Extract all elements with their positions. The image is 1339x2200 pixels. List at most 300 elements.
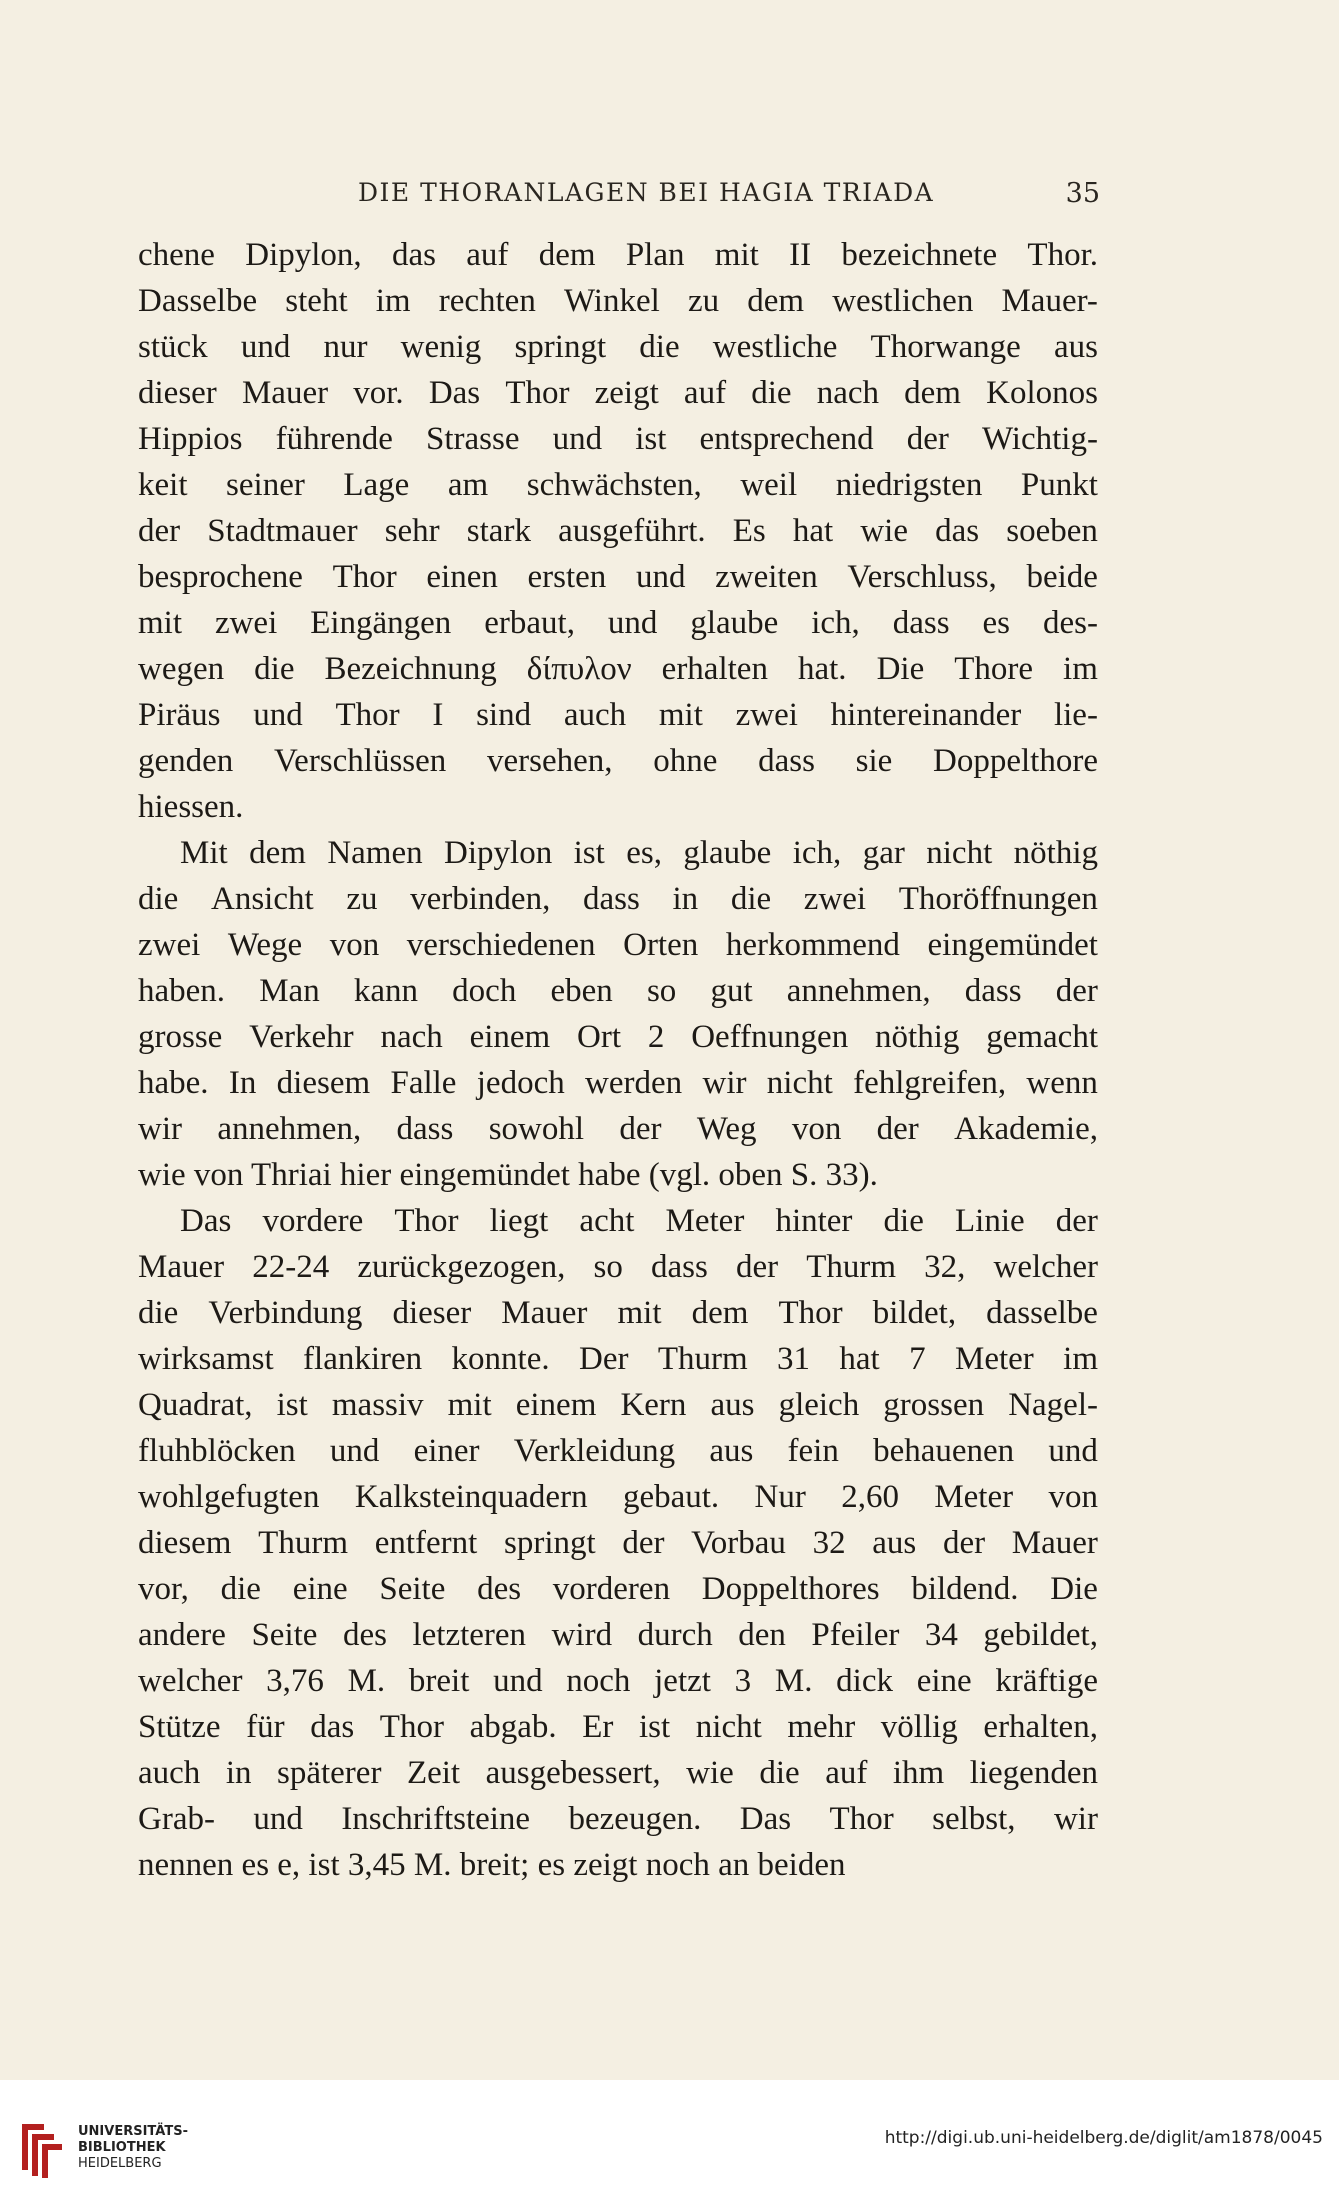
word: Mauer (241, 375, 329, 411)
word: Dasselbe (138, 283, 258, 319)
word: Mauer (1011, 1525, 1098, 1561)
word: jedoch (476, 1065, 565, 1101)
word: chene (138, 237, 215, 273)
word: fehlgreifen, (853, 1065, 1007, 1101)
word: des (342, 1617, 387, 1653)
word: dieser (392, 1295, 472, 1331)
word: Meter (665, 1203, 745, 1239)
word: zwei (735, 697, 798, 733)
text-line (138, 554, 1098, 600)
word: konnte. (451, 1341, 550, 1377)
word: gleich (778, 1387, 860, 1423)
word: 3,76 (266, 1663, 324, 1699)
word: wenn (1026, 1065, 1098, 1101)
word: Kalksteinquadern (354, 1479, 588, 1515)
word: eine (292, 1571, 348, 1607)
word: hat (792, 513, 834, 549)
word: dick (836, 1663, 893, 1699)
text-line (138, 738, 1098, 784)
word: nach (380, 1019, 443, 1055)
word: stück (138, 329, 208, 365)
word: wegen (138, 651, 225, 687)
word: Weg (696, 1111, 757, 1147)
word: sind (476, 697, 532, 733)
body-text (138, 232, 1098, 1888)
word: einer (413, 1433, 480, 1469)
word: Ansicht (210, 881, 314, 917)
word: I (432, 697, 444, 733)
word: zu (687, 283, 720, 319)
word: das (935, 513, 980, 549)
word: der (876, 1111, 919, 1147)
word: Kern (620, 1387, 687, 1423)
text-line (138, 1658, 1098, 1704)
word: Quadrat, (138, 1387, 253, 1423)
word: vor. (353, 375, 404, 411)
word: die (220, 1571, 261, 1607)
word: von (329, 927, 380, 963)
text-line (138, 1290, 1098, 1336)
word: durch (637, 1617, 713, 1653)
word: der (942, 1525, 986, 1561)
word: Mauer- (1001, 283, 1098, 319)
word: nicht (766, 1065, 833, 1101)
word: gebaut. (622, 1479, 720, 1515)
word: schwächsten, (526, 467, 702, 503)
word: ist (638, 1709, 671, 1745)
word: mit (617, 1295, 662, 1331)
word: und (635, 559, 686, 595)
word: Akademie, (954, 1111, 1098, 1147)
word: Stütze (138, 1709, 221, 1745)
word: hat (839, 1341, 880, 1377)
word: vordere (262, 1203, 364, 1239)
word: mit (658, 697, 703, 733)
word: die (759, 1755, 800, 1791)
text-line (138, 1106, 1098, 1152)
word: nicht (926, 835, 993, 871)
word: mit (714, 237, 759, 273)
text-line (138, 416, 1098, 462)
word: dass (582, 881, 640, 917)
word: liegt (489, 1203, 549, 1239)
word: niedrigsten (835, 467, 983, 503)
word: grossen (883, 1387, 985, 1423)
word: fein (787, 1433, 839, 1469)
word: Strasse (426, 421, 520, 457)
word: so (593, 1249, 623, 1285)
word: dem (691, 1295, 749, 1331)
word: mit (138, 605, 183, 641)
word: und (552, 421, 603, 457)
word: 32, (924, 1249, 966, 1285)
text-line (138, 922, 1098, 968)
word: glaube (683, 835, 772, 871)
word: abgab. (469, 1709, 557, 1745)
word: sowohl (488, 1111, 585, 1147)
word: dass (758, 743, 815, 779)
word: nur (323, 329, 368, 365)
word: 3 (734, 1663, 752, 1699)
word: entfernt (374, 1525, 478, 1561)
word: westlichen (832, 283, 974, 319)
word: Thurm (657, 1341, 748, 1377)
word: Seite (379, 1571, 446, 1607)
word: 31 (777, 1341, 811, 1377)
word: und (1048, 1433, 1098, 1469)
word: doch (452, 973, 517, 1009)
word: dem (249, 835, 306, 871)
word: vorderen (552, 1571, 671, 1607)
word: werden (585, 1065, 683, 1101)
word: welcher (993, 1249, 1098, 1285)
word: Grab- (138, 1801, 215, 1837)
word: dasselbe (986, 1295, 1098, 1331)
word: zwei (138, 927, 201, 963)
word: der (138, 513, 181, 549)
word: M. (347, 1663, 386, 1699)
word: Man (259, 973, 320, 1009)
word: der (1055, 973, 1098, 1009)
word: in (672, 881, 699, 917)
word: letzteren (412, 1617, 527, 1653)
word: Ort (577, 1019, 622, 1055)
word: habe. (138, 1065, 209, 1101)
word: versehen, (487, 743, 613, 779)
word: Nagel- (1008, 1387, 1098, 1423)
text-line: nennen es e, ist 3,45 M. breit; es zeigt noch an beiden (138, 1847, 846, 1883)
word: haben. (138, 973, 226, 1009)
word: zwei (803, 881, 867, 917)
text-line (138, 370, 1098, 416)
text-line (138, 1566, 1098, 1612)
word: dass (650, 1249, 708, 1285)
word: zu (346, 881, 378, 917)
word: Linie (955, 1203, 1025, 1239)
text-line (138, 692, 1098, 738)
word: Der (578, 1341, 629, 1377)
word: Falle (390, 1065, 457, 1101)
word: wenig (400, 329, 482, 365)
word: Er (582, 1709, 614, 1745)
word: von (1048, 1479, 1098, 1515)
word: Kolonos (986, 375, 1098, 411)
word: diesem (138, 1525, 232, 1561)
word: wir (138, 1111, 182, 1147)
word: Verkleidung (513, 1433, 676, 1469)
word: die (751, 375, 792, 411)
word: grosse (138, 1019, 223, 1055)
word: am (447, 467, 489, 503)
word: ausgebessert, (485, 1755, 661, 1791)
word: Wichtig- (981, 421, 1098, 457)
word: westliche (712, 329, 838, 365)
word: Dipylon (444, 835, 553, 871)
word: annehmen, (217, 1111, 362, 1147)
text-line (138, 462, 1098, 508)
word: die (883, 1203, 924, 1239)
text-line (138, 1336, 1098, 1382)
word: fluhblöcken (138, 1433, 296, 1469)
word: besprochene (138, 559, 303, 595)
word: Mit (180, 835, 228, 871)
word: Thoröffnungen (898, 881, 1098, 917)
word: gemacht (986, 1019, 1098, 1055)
word: jetzt (654, 1663, 711, 1699)
text-line (138, 1428, 1098, 1474)
word: springt (514, 329, 607, 365)
word: mit (447, 1387, 492, 1423)
text-line (138, 1796, 1098, 1842)
word: ausgeführt. (558, 513, 706, 549)
word: Thor (335, 697, 400, 733)
word: 2,60 (841, 1479, 899, 1515)
word: δίπυλον (526, 651, 632, 687)
word: Plan (625, 237, 685, 273)
word: Das (739, 1801, 792, 1837)
text-line (138, 1060, 1098, 1106)
word: den (738, 1617, 786, 1653)
word: dieser (138, 375, 217, 411)
word: gut (710, 973, 753, 1009)
word: noch (566, 1663, 631, 1699)
word: in (225, 1755, 252, 1791)
word: Thurm (806, 1249, 897, 1285)
word: In (228, 1065, 257, 1101)
word: späterer (277, 1755, 382, 1791)
word: Pfeiler (811, 1617, 900, 1653)
text-line (138, 646, 1098, 692)
word: sie (855, 743, 893, 779)
word: einen (426, 559, 498, 595)
word: ist (276, 1387, 308, 1423)
word: bezeugen. (568, 1801, 702, 1837)
word: der (619, 1111, 662, 1147)
word: Namen (327, 835, 423, 871)
word: Thor (505, 375, 570, 411)
word: Inschriftsteine (341, 1801, 531, 1837)
word: der (735, 1249, 779, 1285)
library-name-line: HEIDELBERG (78, 2156, 162, 2171)
word: hat. (797, 651, 847, 687)
word: auch (138, 1755, 201, 1791)
word: steht (285, 283, 348, 319)
text-line (138, 324, 1098, 370)
word: eingemündet (927, 927, 1098, 963)
text-line (138, 278, 1098, 324)
word: keit (138, 467, 188, 503)
word: die (730, 881, 772, 917)
word: die (254, 651, 295, 687)
word: Hippios (138, 421, 243, 457)
word: es, (626, 835, 662, 871)
text-line (138, 1520, 1098, 1566)
university-library-logo-icon (14, 2120, 66, 2180)
word: II (789, 237, 812, 273)
word: Winkel (563, 283, 660, 319)
word: so (646, 973, 677, 1009)
word: Es (732, 513, 766, 549)
word: eben (550, 973, 613, 1009)
word: Thor (332, 559, 397, 595)
text-line (138, 1474, 1098, 1520)
word: 22-24 (252, 1249, 330, 1285)
word: Orten (623, 927, 699, 963)
word: aus (1053, 329, 1098, 365)
word: Meter (934, 1479, 1014, 1515)
word: im (1063, 1341, 1098, 1377)
word: aus (872, 1525, 917, 1561)
word: eine (916, 1663, 972, 1699)
word: es (982, 605, 1011, 641)
word: stark (466, 513, 531, 549)
word: Vorbau (691, 1525, 786, 1561)
word: die (138, 1295, 179, 1331)
word: M. (774, 1663, 813, 1699)
word: Bezeichnung (324, 651, 497, 687)
word: Dipylon, (245, 237, 362, 273)
word: der (906, 421, 949, 457)
word: sehr (384, 513, 440, 549)
word: dass (892, 605, 950, 641)
word: wir (702, 1065, 747, 1101)
word: im (1063, 651, 1098, 687)
word: Die (876, 651, 925, 687)
word: hintereinander (830, 697, 1022, 733)
word: ihm (892, 1755, 945, 1791)
word: liegenden (969, 1755, 1098, 1791)
word: Wege (227, 927, 303, 963)
word: herkommend (725, 927, 900, 963)
word: Thor (394, 1203, 459, 1239)
word: Verbindung (208, 1295, 363, 1331)
text-line (138, 1198, 1098, 1244)
word: verschiedenen (406, 927, 596, 963)
word: beide (1026, 559, 1098, 595)
word: dem (904, 375, 961, 411)
word: Piräus (138, 697, 221, 733)
word: hinter (775, 1203, 853, 1239)
word: Verkehr (249, 1019, 354, 1055)
word: dass (964, 973, 1022, 1009)
text-line (138, 1244, 1098, 1290)
word: Lage (343, 467, 410, 503)
text-line (138, 1382, 1098, 1428)
word: Verschlüssen (274, 743, 447, 779)
word: springt (503, 1525, 596, 1561)
text-line: hiessen. (138, 789, 244, 825)
word: zwei (214, 605, 278, 641)
text-line (138, 1750, 1098, 1796)
word: aus (710, 1387, 755, 1423)
word: Verschluss, (847, 559, 997, 595)
word: Stadtmauer (207, 513, 358, 549)
word: der (1055, 1203, 1098, 1239)
word: Mauer (501, 1295, 588, 1331)
word: breit (408, 1663, 470, 1699)
word: Punkt (1020, 467, 1098, 503)
footer (0, 2080, 1339, 2200)
word: bezeichnete (841, 237, 998, 273)
word: nöthig (875, 1019, 960, 1055)
word: wohlgefugten (138, 1479, 320, 1515)
text-line (138, 1612, 1098, 1658)
word: einem (469, 1019, 551, 1055)
word: acht (579, 1203, 635, 1239)
text-line (138, 600, 1098, 646)
word: diesem (276, 1065, 371, 1101)
word: seiner (226, 467, 305, 503)
word: behauenen (873, 1433, 1015, 1469)
word: der (622, 1525, 665, 1561)
text-line: wie von Thriai hier eingemündet habe (vgl. oben S. 33). (138, 1157, 878, 1193)
text-line (138, 1704, 1098, 1750)
word: nach (816, 375, 879, 411)
word: dem (747, 283, 805, 319)
word: das (391, 237, 436, 273)
word: aus (709, 1433, 754, 1469)
text-line (138, 508, 1098, 554)
word: Thore (954, 651, 1034, 687)
library-name-line: UNIVERSITÄTS- (78, 2124, 188, 2139)
word: zweiten (715, 559, 818, 595)
word: Zeit (406, 1755, 461, 1791)
word: Seite (251, 1617, 318, 1653)
library-name-line: BIBLIOTHEK (78, 2140, 166, 2155)
word: lie- (1053, 697, 1098, 733)
word: weil (740, 467, 798, 503)
word: Doppelthore (933, 743, 1098, 779)
word: erhalten (661, 651, 768, 687)
word: von (791, 1111, 842, 1147)
word: dass (396, 1111, 454, 1147)
word: und (329, 1433, 380, 1469)
page-header (130, 178, 1100, 218)
word: kann (353, 973, 419, 1009)
word: Das (180, 1203, 232, 1239)
word: rechten (438, 283, 536, 319)
library-name (78, 2124, 188, 2172)
word: auch (563, 697, 627, 733)
word: ohne (653, 743, 718, 779)
word: wirksamst (138, 1341, 274, 1377)
source-url-link[interactable]: http://digi.ub.uni-heidelberg.de/diglit/am1878/0045 (884, 2128, 1323, 2148)
word: bildet, (872, 1295, 957, 1331)
word: nöthig (1013, 835, 1098, 871)
word: gebildet, (983, 1617, 1098, 1653)
word: des- (1042, 605, 1098, 641)
running-title: DIE THORANLAGEN BEI HAGIA TRIADA (358, 178, 935, 207)
word: zurückgezogen, (357, 1249, 566, 1285)
word: und (240, 329, 291, 365)
word: Eingängen (310, 605, 452, 641)
word: dem (538, 237, 596, 273)
word: annehmen, (786, 973, 931, 1009)
text-line (138, 232, 1098, 278)
text-line (138, 1014, 1098, 1060)
word: Doppelthores (701, 1571, 880, 1607)
word: vor, (138, 1571, 189, 1607)
word: völlig (880, 1709, 958, 1745)
word: auf (683, 375, 727, 411)
word: andere (138, 1617, 226, 1653)
word: massiv (331, 1387, 424, 1423)
word: und (493, 1663, 543, 1699)
word: führende (275, 421, 393, 457)
word: soeben (1006, 513, 1098, 549)
word: ich, (811, 605, 860, 641)
word: 7 (909, 1341, 926, 1377)
